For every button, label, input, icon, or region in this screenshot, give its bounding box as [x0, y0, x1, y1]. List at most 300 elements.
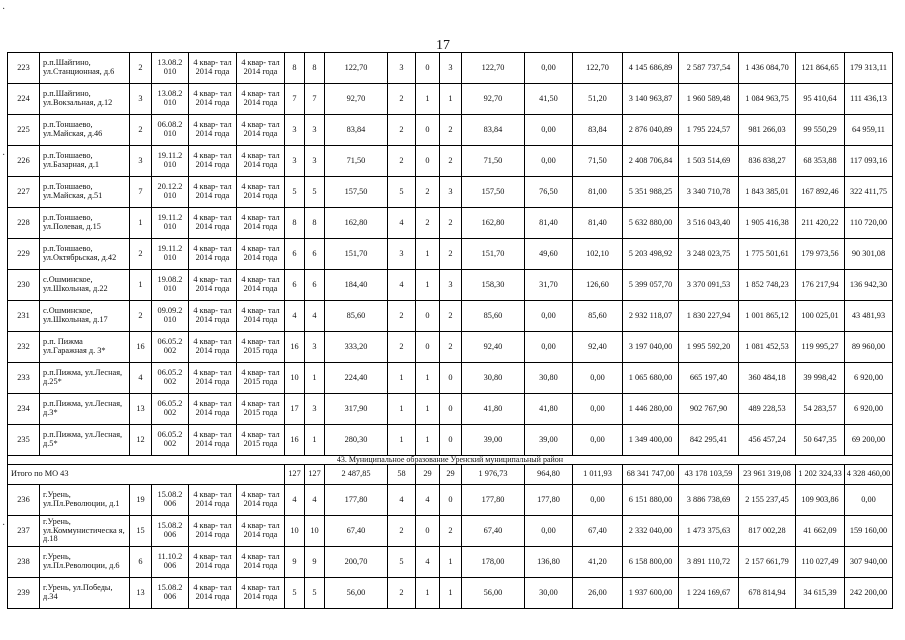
total-label: Итого по МО 43 [8, 465, 285, 485]
table-cell: 6 151 880,00 [623, 485, 679, 516]
table-section-a [8, 53, 893, 456]
table-cell: 6 158 800,00 [623, 547, 679, 578]
row-number-cell: 229 [8, 239, 40, 270]
total-cell: 58 [388, 465, 416, 485]
table-cell: 1 [440, 84, 462, 115]
table-cell: 15.08.2 006 [152, 485, 189, 516]
table-cell: 4 квар- тал 2014 года [189, 270, 237, 301]
table-cell: 0,00 [525, 516, 573, 547]
table-cell: 1 436 084,70 [739, 53, 796, 84]
table-cell: 0,00 [573, 425, 623, 456]
address-cell: г.Урень, ул.Коммунистическа я, д.18 [40, 516, 130, 547]
table-cell: 06.05.2 002 [152, 363, 189, 394]
address-cell: р.п.Шайгино, ул.Станционная, д.6 [40, 53, 130, 84]
table-cell: 678 814,94 [739, 578, 796, 609]
table-cell: 0,00 [525, 301, 573, 332]
table-cell: 6 [305, 239, 325, 270]
table-cell: 6 920,00 [845, 363, 893, 394]
address-cell: г.Урень, ул.Пл.Революции, д.6 [40, 547, 130, 578]
table-row [8, 177, 893, 208]
row-number-cell: 238 [8, 547, 40, 578]
table-cell: 842 295,41 [679, 425, 739, 456]
table-cell: 456 457,24 [739, 425, 796, 456]
table-cell: 56,00 [462, 578, 525, 609]
table-cell: 17 [285, 394, 305, 425]
table-cell: 92,40 [573, 332, 623, 363]
table-cell: 3 [440, 177, 462, 208]
table-cell: 1 [416, 578, 440, 609]
table-cell: 09.09.2 010 [152, 301, 189, 332]
table-cell: 11.10.2 006 [152, 547, 189, 578]
table-cell: 4 квар- тал 2014 года [237, 177, 285, 208]
table-cell: 2 [130, 115, 152, 146]
table-cell: 19.11.2 010 [152, 208, 189, 239]
table-cell: 110 027,49 [796, 547, 845, 578]
table-cell: 6 [285, 239, 305, 270]
table-cell: 19.11.2 010 [152, 146, 189, 177]
table-cell: 177,80 [525, 485, 573, 516]
table-cell: 68 353,88 [796, 146, 845, 177]
table-cell: 71,50 [462, 146, 525, 177]
table-cell: 158,30 [462, 270, 525, 301]
table-cell: 1 [305, 363, 325, 394]
total-cell: 127 [305, 465, 325, 485]
table-cell: 90 301,08 [845, 239, 893, 270]
table-cell: 34 615,39 [796, 578, 845, 609]
table-cell: 5 632 880,00 [623, 208, 679, 239]
table-cell: 2 932 118,07 [623, 301, 679, 332]
address-cell: р.п.Тоншаево, ул.Октябрьская, д.42 [40, 239, 130, 270]
table-row [8, 270, 893, 301]
table-cell: 4 квар- тал 2014 года [237, 578, 285, 609]
table-row [8, 146, 893, 177]
row-number-cell: 232 [8, 332, 40, 363]
table-cell: 4 квар- тал 2015 года [237, 394, 285, 425]
table-cell: 5 399 057,70 [623, 270, 679, 301]
table-cell: 92,40 [462, 332, 525, 363]
table-cell: 39,00 [525, 425, 573, 456]
table-cell: 71,50 [325, 146, 388, 177]
table-cell: 16 [285, 425, 305, 456]
table-cell: 4 квар- тал 2014 года [189, 301, 237, 332]
table-cell: 162,80 [462, 208, 525, 239]
table-cell: 224,40 [325, 363, 388, 394]
table-cell: 4 квар- тал 2014 года [189, 239, 237, 270]
table-cell: 5 [305, 578, 325, 609]
address-cell: р.п.Тоншаево, ул.Майская, д.51 [40, 177, 130, 208]
table-cell: 2 [388, 84, 416, 115]
table-cell: 2 [130, 239, 152, 270]
table-cell: 4 квар- тал 2015 года [237, 425, 285, 456]
table-cell: 20.12.2 010 [152, 177, 189, 208]
table-row [8, 516, 893, 547]
table-cell: 2 [388, 578, 416, 609]
table-cell: 83,84 [325, 115, 388, 146]
table-cell: 6 [130, 547, 152, 578]
table-cell: 119 995,27 [796, 332, 845, 363]
table-cell: 2 [388, 146, 416, 177]
table-cell: 489 228,53 [739, 394, 796, 425]
total-cell: 1 202 324,33 [796, 465, 845, 485]
table-cell: 99 550,29 [796, 115, 845, 146]
table-cell: 307 940,00 [845, 547, 893, 578]
table-cell: 902 767,90 [679, 394, 739, 425]
table-cell: 102,10 [573, 239, 623, 270]
table-cell: 4 [305, 485, 325, 516]
table-cell: 1 795 224,57 [679, 115, 739, 146]
table-cell: 3 [285, 115, 305, 146]
table-cell: 1 065 680,00 [623, 363, 679, 394]
table-cell: 0 [416, 115, 440, 146]
total-cell: 23 961 319,08 [739, 465, 796, 485]
table-cell: 1 [440, 547, 462, 578]
table-cell: 109 903,86 [796, 485, 845, 516]
total-cell: 1 976,73 [462, 465, 525, 485]
row-number-cell: 239 [8, 578, 40, 609]
table-row [8, 485, 893, 516]
table-cell: 1 [416, 394, 440, 425]
table-cell: 162,80 [325, 208, 388, 239]
table-cell: 2 [440, 516, 462, 547]
table-cell: 19.11.2 010 [152, 239, 189, 270]
table-cell: 4 квар- тал 2015 года [237, 332, 285, 363]
table-cell: 1 446 280,00 [623, 394, 679, 425]
table-cell: 8 [285, 53, 305, 84]
table-cell: 49,60 [525, 239, 573, 270]
table-cell: 0,00 [573, 485, 623, 516]
table-cell: 19.08.2 010 [152, 270, 189, 301]
table-cell: 0 [440, 394, 462, 425]
table-cell: 4 квар- тал 2014 года [237, 84, 285, 115]
table-cell: 1 001 865,12 [739, 301, 796, 332]
table-cell: 211 420,22 [796, 208, 845, 239]
table-cell: 71,50 [573, 146, 623, 177]
table-cell: 1 081 452,53 [739, 332, 796, 363]
table-cell: 3 [440, 270, 462, 301]
table-cell: 2 155 237,45 [739, 485, 796, 516]
table-cell: 1 830 227,94 [679, 301, 739, 332]
table-cell: 1 [388, 425, 416, 456]
total-cell: 29 [440, 465, 462, 485]
table-cell: 167 892,46 [796, 177, 845, 208]
table-cell: 3 [130, 84, 152, 115]
table-cell: 2 [416, 208, 440, 239]
table-cell: 5 203 498,92 [623, 239, 679, 270]
table-cell: 159 160,00 [845, 516, 893, 547]
table-cell: 4 квар- тал 2014 года [237, 208, 285, 239]
address-cell: р.п.Пижма, ул.Лесная, д.3* [40, 394, 130, 425]
table-cell: 1 [416, 270, 440, 301]
address-cell: г.Урень, ул.Победы, д.34 [40, 578, 130, 609]
table-cell: 4 квар- тал 2014 года [189, 208, 237, 239]
table-cell: 3 140 963,87 [623, 84, 679, 115]
total-cell: 1 011,93 [573, 465, 623, 485]
table-row [8, 84, 893, 115]
table-cell: 4 [285, 485, 305, 516]
table-cell: 333,20 [325, 332, 388, 363]
table-cell: 1 473 375,63 [679, 516, 739, 547]
table-row [8, 332, 893, 363]
table-row [8, 239, 893, 270]
total-cell: 43 178 103,59 [679, 465, 739, 485]
table-cell: 4 [285, 301, 305, 332]
table-cell: 64 959,11 [845, 115, 893, 146]
table-cell: 1 [130, 208, 152, 239]
table-cell: 1 775 501,61 [739, 239, 796, 270]
table-cell: 3 516 043,40 [679, 208, 739, 239]
table-cell: 67,40 [573, 516, 623, 547]
table-cell: 76,50 [525, 177, 573, 208]
table-cell: 178,00 [462, 547, 525, 578]
table-cell: 2 157 661,79 [739, 547, 796, 578]
table-cell: 41,50 [525, 84, 573, 115]
table-cell: 157,50 [462, 177, 525, 208]
table-cell: 1 905 416,38 [739, 208, 796, 239]
table-cell: 1 503 514,69 [679, 146, 739, 177]
row-number-cell: 230 [8, 270, 40, 301]
table-cell: 3 [305, 115, 325, 146]
table-section-header [8, 456, 893, 485]
table-cell: 0 [440, 485, 462, 516]
address-cell: р.п. Пижма ул.Гаражная д. 3* [40, 332, 130, 363]
table-cell: 3 [305, 394, 325, 425]
table-cell: 10 [285, 516, 305, 547]
table-cell: 177,80 [325, 485, 388, 516]
address-cell: р.п.Шайгино, ул.Вокзальная, д.12 [40, 84, 130, 115]
table-cell: 06.05.2 002 [152, 332, 189, 363]
table-cell: 2 587 737,54 [679, 53, 739, 84]
total-cell: 29 [416, 465, 440, 485]
table-cell: 3 886 738,69 [679, 485, 739, 516]
table-cell: 110 720,00 [845, 208, 893, 239]
table-row [8, 53, 893, 84]
table-cell: 8 [285, 208, 305, 239]
table-cell: 1 960 589,48 [679, 84, 739, 115]
table-cell: 3 [130, 146, 152, 177]
table-cell: 5 [285, 578, 305, 609]
table-cell: 6 [285, 270, 305, 301]
table-cell: 136 942,30 [845, 270, 893, 301]
table-cell: 322 411,75 [845, 177, 893, 208]
table-cell: 06.05.2 002 [152, 394, 189, 425]
table-cell: 06.05.2 002 [152, 425, 189, 456]
scan-mark: · [2, 520, 6, 531]
table-cell: 13.08.2 010 [152, 84, 189, 115]
table-cell: 4 [416, 547, 440, 578]
address-cell: г.Урень, ул.Пл.Революции, д.1 [40, 485, 130, 516]
table-cell: 242 200,00 [845, 578, 893, 609]
table-cell: 3 [285, 146, 305, 177]
table-cell: 16 [285, 332, 305, 363]
table-cell: 317,90 [325, 394, 388, 425]
table-cell: 122,70 [573, 53, 623, 84]
table-cell: 19 [130, 485, 152, 516]
table-cell: 43 481,93 [845, 301, 893, 332]
table-cell: 85,60 [573, 301, 623, 332]
table-cell: 179 313,11 [845, 53, 893, 84]
table-cell: 4 квар- тал 2014 года [237, 516, 285, 547]
table-cell: 5 [388, 547, 416, 578]
table-cell: 4 [388, 208, 416, 239]
row-number-cell: 227 [8, 177, 40, 208]
table-cell: 1 [388, 363, 416, 394]
table-cell: 30,80 [462, 363, 525, 394]
row-number-cell: 226 [8, 146, 40, 177]
table-cell: 81,40 [573, 208, 623, 239]
table-section-b [8, 485, 893, 609]
table-cell: 54 283,57 [796, 394, 845, 425]
table-cell: 1 [130, 270, 152, 301]
table-cell: 85,60 [325, 301, 388, 332]
table-cell: 26,00 [573, 578, 623, 609]
row-number-cell: 236 [8, 485, 40, 516]
table-cell: 7 [130, 177, 152, 208]
table-cell: 2 [388, 332, 416, 363]
table-cell: 4 квар- тал 2014 года [189, 115, 237, 146]
table-cell: 2 [388, 115, 416, 146]
address-cell: р.п.Тоншаево, ул.Базарная, д.1 [40, 146, 130, 177]
table-cell: 0 [416, 301, 440, 332]
section-title: 43. Муниципальное образование Уренский муниципальный район [8, 456, 893, 465]
table-cell: 9 [285, 547, 305, 578]
table-cell: 1 [416, 425, 440, 456]
table-cell: 151,70 [325, 239, 388, 270]
table-cell: 360 484,18 [739, 363, 796, 394]
table-cell: 122,70 [325, 53, 388, 84]
table-cell: 13 [130, 394, 152, 425]
table-cell: 3 891 110,72 [679, 547, 739, 578]
table-cell: 0,00 [573, 394, 623, 425]
table-cell: 4 квар- тал 2014 года [237, 239, 285, 270]
table-cell: 4 [130, 363, 152, 394]
table-cell: 3 340 710,78 [679, 177, 739, 208]
table-cell: 7 [305, 84, 325, 115]
row-number-cell: 223 [8, 53, 40, 84]
total-row [8, 465, 893, 485]
table-cell: 06.08.2 010 [152, 115, 189, 146]
table-cell: 4 квар- тал 2014 года [237, 115, 285, 146]
table-cell: 4 квар- тал 2014 года [237, 53, 285, 84]
table-cell: 2 876 040,89 [623, 115, 679, 146]
table-cell: 111 436,13 [845, 84, 893, 115]
table-cell: 4 квар- тал 2014 года [189, 547, 237, 578]
table-cell: 184,40 [325, 270, 388, 301]
table-cell: 6 [305, 270, 325, 301]
total-cell: 2 487,85 [325, 465, 388, 485]
table-cell: 4 [305, 301, 325, 332]
table-cell: 817 002,28 [739, 516, 796, 547]
table-cell: 4 квар- тал 2014 года [237, 547, 285, 578]
table-cell: 41,80 [462, 394, 525, 425]
table-cell: 4 квар- тал 2014 года [189, 146, 237, 177]
table-cell: 0,00 [525, 53, 573, 84]
table-cell: 0 [416, 146, 440, 177]
table-cell: 1 349 400,00 [623, 425, 679, 456]
table-row [8, 208, 893, 239]
table-cell: 13.08.2 010 [152, 53, 189, 84]
table-row [8, 394, 893, 425]
table-cell: 0,00 [525, 332, 573, 363]
table-cell: 3 248 023,75 [679, 239, 739, 270]
table-cell: 6 920,00 [845, 394, 893, 425]
table-cell: 2 [440, 146, 462, 177]
table-cell: 2 [388, 301, 416, 332]
table-cell: 1 [440, 578, 462, 609]
table-cell: 2 [440, 301, 462, 332]
total-cell: 4 328 460,00 [845, 465, 893, 485]
total-cell: 68 341 747,00 [623, 465, 679, 485]
table-cell: 1 852 748,23 [739, 270, 796, 301]
table-cell: 2 [440, 115, 462, 146]
table-cell: 15.08.2 006 [152, 578, 189, 609]
table-cell: 2 332 040,00 [623, 516, 679, 547]
table-cell: 280,30 [325, 425, 388, 456]
table-cell: 1 [416, 84, 440, 115]
table-cell: 41 662,09 [796, 516, 845, 547]
page-number: 17 [436, 38, 450, 53]
table-cell: 8 [305, 208, 325, 239]
table-cell: 2 408 706,84 [623, 146, 679, 177]
table-cell: 100 025,01 [796, 301, 845, 332]
table-cell: 2 [416, 177, 440, 208]
table-cell: 0 [416, 332, 440, 363]
row-number-cell: 231 [8, 301, 40, 332]
table-cell: 50 647,35 [796, 425, 845, 456]
table-cell: 1 084 963,75 [739, 84, 796, 115]
table-cell: 2 [440, 239, 462, 270]
table-cell: 13 [130, 578, 152, 609]
total-cell: 964,80 [525, 465, 573, 485]
row-number-cell: 224 [8, 84, 40, 115]
table-cell: 41,20 [573, 547, 623, 578]
table-cell: 67,40 [325, 516, 388, 547]
table-cell: 81,00 [573, 177, 623, 208]
table-cell: 69 200,00 [845, 425, 893, 456]
table-cell: 7 [285, 84, 305, 115]
table-cell: 0 [416, 53, 440, 84]
table-cell: 2 [130, 301, 152, 332]
table-cell: 0,00 [573, 363, 623, 394]
table-cell: 2 [440, 208, 462, 239]
table-cell: 4 [388, 270, 416, 301]
table-cell: 151,70 [462, 239, 525, 270]
address-cell: р.п.Тоншаево, ул.Майская, д.46 [40, 115, 130, 146]
table-cell: 665 197,40 [679, 363, 739, 394]
table-row [8, 425, 893, 456]
address-cell: р.п.Тоншаево, ул.Полевая, д.15 [40, 208, 130, 239]
table-cell: 2 [130, 53, 152, 84]
table-cell: 10 [305, 516, 325, 547]
table-cell: 15.08.2 006 [152, 516, 189, 547]
total-cell: 127 [285, 465, 305, 485]
table-cell: 16 [130, 332, 152, 363]
table-cell: 4 квар- тал 2014 года [189, 425, 237, 456]
table-cell: 4 квар- тал 2014 года [189, 84, 237, 115]
table-cell: 56,00 [325, 578, 388, 609]
table-cell: 836 838,27 [739, 146, 796, 177]
housing-table [7, 52, 893, 609]
table-cell: 83,84 [573, 115, 623, 146]
table-cell: 0 [440, 425, 462, 456]
table-cell: 67,40 [462, 516, 525, 547]
table-cell: 4 квар- тал 2014 года [189, 177, 237, 208]
table-cell: 10 [285, 363, 305, 394]
table-cell: 3 [305, 332, 325, 363]
table-cell: 1 [416, 363, 440, 394]
table-row [8, 115, 893, 146]
table-cell: 30,80 [525, 363, 573, 394]
table-row [8, 578, 893, 609]
